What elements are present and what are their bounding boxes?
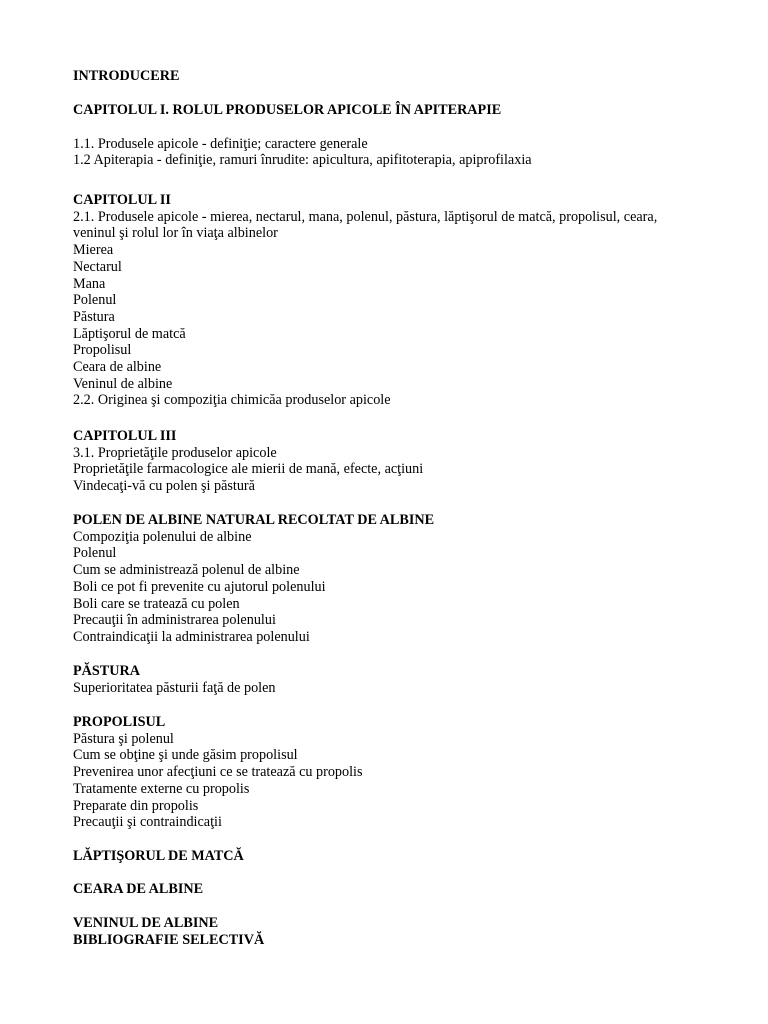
- section-polen-title: POLEN DE ALBINE NATURAL RECOLTAT DE ALBINE: [73, 512, 435, 528]
- toc-item: Mierea: [73, 242, 114, 259]
- chapter-2-title: CAPITOLUL II: [73, 192, 171, 208]
- toc-item: Polenul: [73, 292, 117, 309]
- section-propolis-title: PROPOLISUL: [73, 714, 166, 730]
- toc-item: Nectarul: [73, 258, 122, 275]
- toc-item: Prevenirea unor afecţiuni ce se tratează cu propolis: [73, 764, 363, 781]
- chapter-1-title: CAPITOLUL I. ROLUL PRODUSELOR APICOLE ÎN APITERAPIE: [73, 102, 502, 118]
- chapter-3: [73, 428, 753, 495]
- toc-item: Boli ce pot fi prevenite cu ajutorul polenului: [73, 578, 326, 595]
- heading-introducere: INTRODUCERE: [73, 68, 180, 84]
- toc-item: Precauţii în administrarea polenului: [73, 612, 276, 629]
- toc-item: Preparate din propolis: [73, 797, 199, 814]
- toc-item: Cum se obţine şi unde găsim propolisul: [73, 747, 298, 764]
- heading-ceara: CEARA DE ALBINE: [73, 881, 204, 897]
- toc-item: Proprietăţile farmacologice ale mierii de mană, efecte, acţiuni: [73, 461, 424, 478]
- toc-item: Propolisul: [73, 342, 132, 359]
- toc-item: Tratamente externe cu propolis: [73, 780, 250, 797]
- section-pastura: [73, 663, 753, 696]
- section-propolis: [73, 714, 753, 831]
- toc-item: Ceara de albine: [73, 359, 162, 376]
- toc-item: Păstura: [73, 308, 115, 325]
- toc-item: Veninul de albine: [73, 375, 173, 392]
- heading-bibliografie: BIBLIOGRAFIE SELECTIVĂ: [73, 932, 265, 948]
- section-polen: [73, 512, 753, 646]
- toc-item: Lăptişorul de matcă: [73, 325, 186, 342]
- toc-item: Vindecaţi-vă cu polen şi păstură: [73, 478, 255, 495]
- heading-laptisor: LĂPTIŞORUL DE MATCĂ: [73, 848, 244, 864]
- chapter-1: [73, 102, 753, 169]
- toc-item: Superioritatea păsturii faţă de polen: [73, 679, 276, 696]
- toc-item: Cum se administrează polenul de albine: [73, 562, 300, 579]
- toc-item: 2.1. Produsele apicole - mierea, nectarul, mana, polenul, păstura, lăptişorul de matcă, propolisul, ceara, veninul şi rolul lor în viaţa albinelor: [73, 208, 658, 242]
- section-pastura-title: PĂSTURA: [73, 663, 141, 679]
- toc-item: Mana: [73, 275, 106, 292]
- toc-item: 1.1. Produsele apicole - definiţie; caractere generale: [73, 135, 368, 152]
- chapter-2: [73, 192, 753, 409]
- toc-item: Păstura şi polenul: [73, 730, 174, 747]
- toc-item: Polenul: [73, 545, 117, 562]
- chapter-3-title: CAPITOLUL III: [73, 428, 177, 444]
- toc-item: Precauţii şi contraindicaţii: [73, 814, 222, 831]
- toc-item: Contraindicaţii la administrarea polenului: [73, 628, 310, 645]
- toc-item: 2.2. Originea şi compoziţia chimicăa produselor apicole: [73, 392, 391, 409]
- toc-item: Boli care se tratează cu polen: [73, 595, 240, 612]
- toc-item: 3.1. Proprietăţile produselor apicole: [73, 444, 277, 461]
- heading-venin: VENINUL DE ALBINE: [73, 915, 219, 931]
- toc-item: 1.2 Apiterapia - definiţie, ramuri înrudite: apicultura, apifitoterapia, apiprofilaxia: [73, 152, 532, 169]
- toc-item: Compoziţia polenului de albine: [73, 528, 252, 545]
